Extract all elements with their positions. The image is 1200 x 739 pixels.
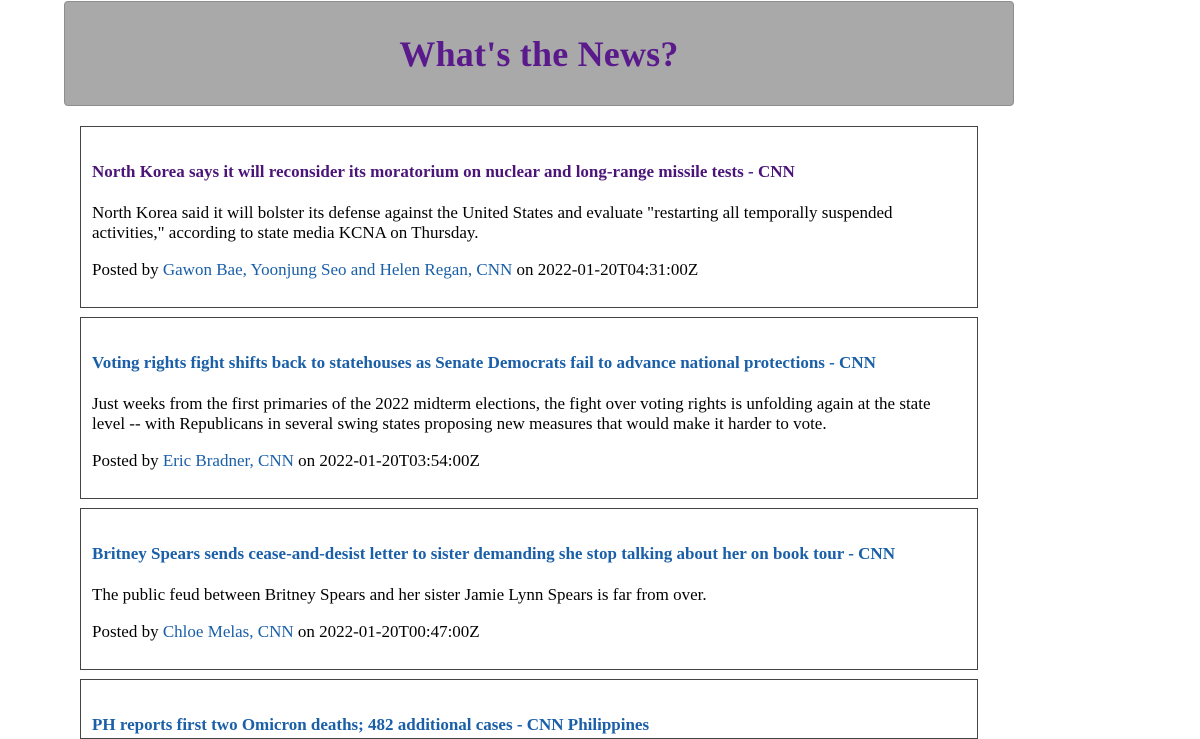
posted-by-label: Posted by — [92, 451, 159, 470]
article-date: 2022-01-20T03:54:00Z — [319, 451, 480, 470]
article-meta — [92, 450, 966, 498]
page-title: What's the News? — [399, 33, 679, 74]
article-card — [80, 508, 978, 670]
article-list — [80, 126, 978, 739]
article-card — [80, 126, 978, 308]
article-author-link[interactable]: Eric Bradner, CNN — [162, 451, 294, 470]
article-meta — [92, 259, 966, 307]
article-description: North Korea said it will bolster its defense against the United States and evaluate "restarting all temporally suspended activities," according to state media KCNA on Thursday. — [92, 203, 893, 242]
on-label: on — [516, 260, 534, 279]
article-date: 2022-01-20T00:47:00Z — [319, 622, 480, 641]
article-author-link[interactable]: Chloe Melas, CNN — [162, 622, 294, 641]
article-card — [80, 679, 978, 739]
article-title-link[interactable]: Voting rights fight shifts back to statehouses as Senate Democrats fail to advance national protections - CNN — [92, 353, 876, 372]
article-meta — [92, 621, 966, 669]
on-label: on — [298, 451, 316, 470]
article-description: Just weeks from the first primaries of the 2022 midterm elections, the fight over voting rights is unfolding again at the state level -- with Republicans in several swing states proposing new measures that would make it harder to vote. — [92, 394, 931, 433]
article-title-link[interactable]: North Korea says it will reconsider its moratorium on nuclear and long-range missile tests - CNN — [92, 162, 795, 181]
posted-by-label: Posted by — [92, 260, 159, 279]
page-header — [64, 1, 1014, 106]
article-description: The public feud between Britney Spears and her sister Jamie Lynn Spears is far from over. — [92, 585, 707, 604]
posted-by-label: Posted by — [92, 622, 159, 641]
article-date: 2022-01-20T04:31:00Z — [537, 260, 699, 279]
article-card — [80, 317, 978, 499]
article-title-link[interactable]: PH reports first two Omicron deaths; 482 additional cases - CNN Philippines — [92, 715, 650, 734]
on-label: on — [297, 622, 315, 641]
article-author-link[interactable]: Gawon Bae, Yoonjung Seo and Helen Regan, CNN — [162, 260, 513, 279]
article-title-link[interactable]: Britney Spears sends cease-and-desist letter to sister demanding she stop talking about her on book tour - CNN — [92, 544, 895, 563]
